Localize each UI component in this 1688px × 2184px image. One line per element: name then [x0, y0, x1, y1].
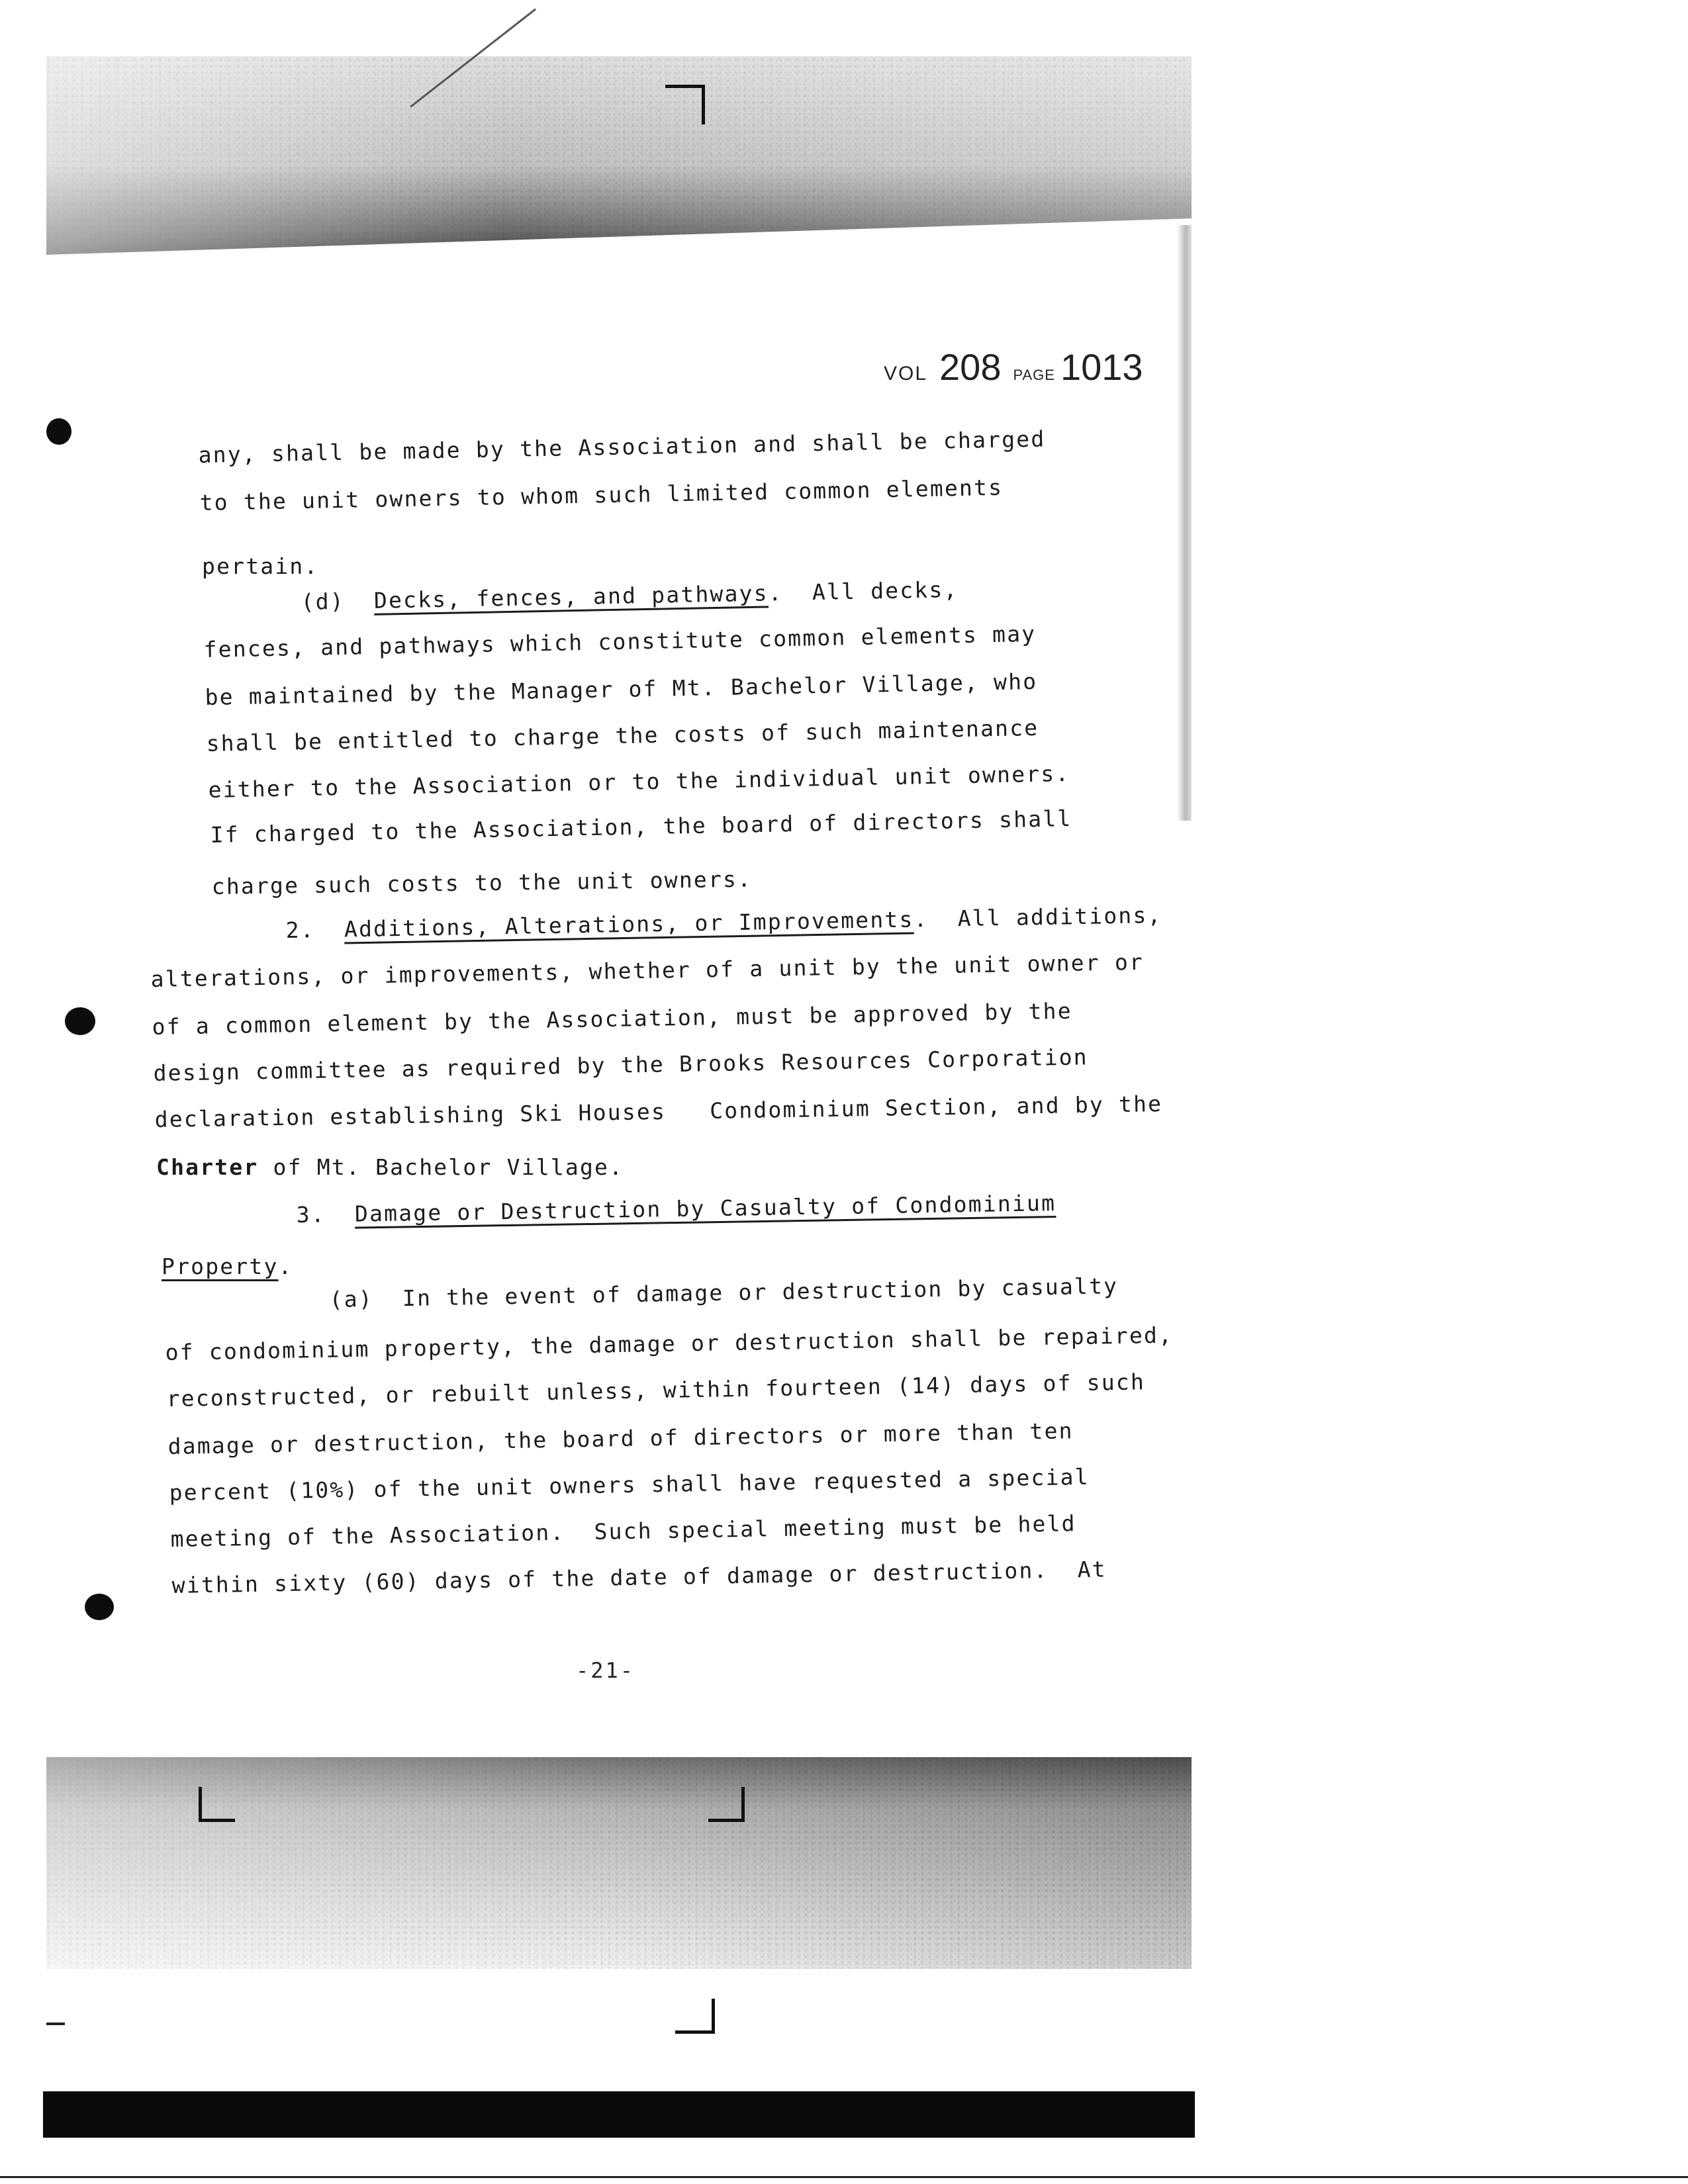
- text-line: of condominium property, the damage or destruction shall be repaired,: [165, 1322, 1174, 1365]
- section-3-line: [296, 1190, 1056, 1228]
- section-heading: Additions, Alterations, or Improvements: [344, 906, 914, 942]
- text-line: damage or destruction, the board of directors or more than ten: [167, 1418, 1074, 1459]
- subsection-a-text: In the event of damage or destruction by casualty: [402, 1273, 1119, 1312]
- text-line: meeting of the Association. Such special meeting must be held: [170, 1510, 1076, 1552]
- section-marker: 3.: [296, 1201, 326, 1228]
- subsection-a-line: [329, 1273, 1118, 1312]
- text-line: any, shall be made by the Association and shall be charged: [198, 426, 1046, 468]
- text-line: declaration establishing Ski Houses Condominium Section, and by the: [154, 1091, 1163, 1132]
- section-2-line: [285, 902, 1162, 943]
- section-heading-cont: Property: [162, 1253, 279, 1279]
- text-line: pertain.: [202, 553, 319, 579]
- subsection-heading: Decks, fences, and pathways: [373, 580, 769, 614]
- section-heading: Damage or Destruction by Casualty of Condominium: [354, 1189, 1056, 1227]
- vol-number: 208: [939, 346, 1002, 388]
- subsection-d-line: [301, 576, 959, 615]
- section-heading-period: .: [278, 1253, 293, 1279]
- text-line: alterations, or improvements, whether of a unit by the unit owner or: [150, 948, 1145, 992]
- section-3-heading-cont: [162, 1253, 293, 1279]
- text-line: either to the Association or to the individual unit owners.: [208, 760, 1070, 803]
- subsection-marker: (d): [301, 588, 346, 615]
- subsection-marker: (a): [329, 1285, 374, 1312]
- vol-label: VOL: [884, 363, 928, 385]
- text-line: of a common element by the Association, must be approved by the: [152, 997, 1073, 1040]
- text-line: fences, and pathways which constitute common elements may: [203, 620, 1037, 662]
- section-heading-tail: . All additions,: [914, 901, 1162, 933]
- text-line: be maintained by the Manager of Mt. Bachelor Village, who: [205, 668, 1038, 710]
- section-marker: 2.: [285, 917, 316, 943]
- charter-line-rest: of Mt. Bachelor Village.: [258, 1154, 624, 1180]
- text-line: percent (10%) of the unit owners shall have requested a special: [169, 1463, 1090, 1506]
- page-number: -21-: [576, 1658, 635, 1683]
- charter-word: Charter: [156, 1154, 259, 1180]
- text-line: within sixty (60) days of the date of damage or destruction. At: [171, 1556, 1107, 1598]
- subsection-heading-tail: . All decks,: [768, 576, 959, 606]
- page-label: PAGE: [1013, 367, 1055, 383]
- text-line: charge such costs to the unit owners.: [211, 866, 753, 899]
- text-line: [156, 1154, 624, 1180]
- text-line: to the unit owners to whom such limited common elements: [199, 474, 1004, 516]
- text-line: If charged to the Association, the board of directors shall: [210, 805, 1072, 848]
- text-line: reconstructed, or rebuilt unless, within fourteen (14) days of such: [166, 1369, 1146, 1412]
- text-line: shall be entitled to charge the costs of such maintenance: [206, 714, 1039, 756]
- text-line: design committee as required by the Brooks Resources Corporation: [153, 1044, 1089, 1086]
- page-stamp-number: 1013: [1060, 346, 1143, 388]
